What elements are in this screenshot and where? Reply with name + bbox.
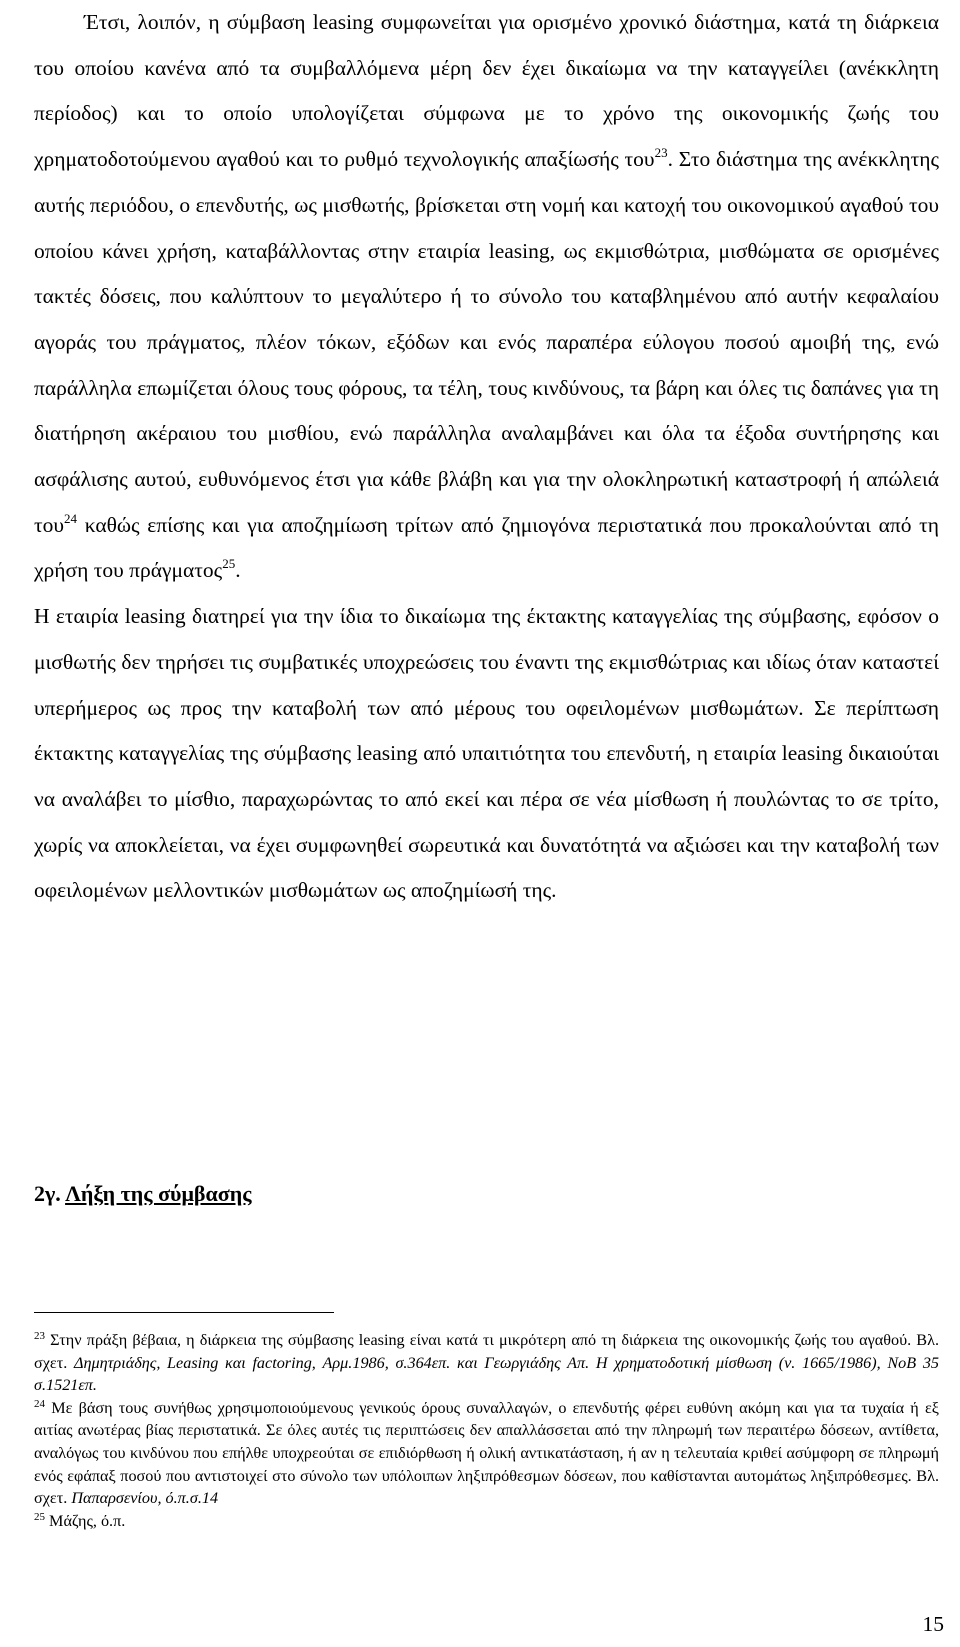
- page-number: 15: [922, 1612, 944, 1636]
- footnote-23-citation: Δημητριάδης, Leasing και factoring, Αρμ.1986, σ.364επ. και Γεωργιάδης Απ. Η χρηματοδοτική μίσθωση (ν. 1665/1986), ΝοΒ 35 σ.1521επ.: [34, 1353, 940, 1395]
- footnotes: [34, 1329, 939, 1532]
- footnote-24-citation: Παπαρσενίου, ό.π.σ.14: [71, 1489, 219, 1508]
- section-heading: 2γ. Λήξη της σύμβασης: [34, 1181, 252, 1206]
- footnote-23: $^{23}$ Στην πράξη βέβαια, η διάρκεια της σύμβασης leasing είναι κατά τι μικρότερη από τη διάρκεια της οικονομικής ζωής του αγαθού. Βλ. σχετ. Δημητριάδης, Leasing και factoring, Αρμ.1986, σ.364επ. και Γεωργιάδης Απ. Η χρηματοδοτική μίσθωση (ν. 1665/1986), ΝοΒ 35 σ.1521επ.: [34, 1330, 940, 1395]
- paragraph-2: Η εταιρία leasing διατηρεί για την ίδια το δικαίωμα της έκτακτης καταγγελίας της σύμβασης, εφόσον ο μισθωτής δεν τηρήσει τις συμβατικές υποχρεώσεις του έναντι της εκμισθώτριας και ιδίως όταν καταστεί υπερήμερος ως προς την καταβολή των από μέρους του οφειλομένων μισθωμάτων. Σε περίπτωση έκτακτης καταγγελίας της σύμβασης leasing από υπαιτιότητα του επενδυτή, η εταιρία leasing δικαιούται να αναλάβει το μίσθιο, παραχωρώντας το από εκεί και πέρα σε νέα μίσθωση ή πουλώντας το σε τρίτο, χωρίς να αποκλείεται, να έχει συμφωνηθεί σωρευτικά και δυνατότητά να αξιώσει και την καταβολή των οφειλομένων μελλοντικών μισθωμάτων ως αποζημίωσή της.: [34, 604, 939, 903]
- footnote-24: $^{24}$ Με βάση τους συνήθως χρησιμοποιούμενους γενικούς όρους συναλλαγών, ο επενδυτής φέρει ευθύνη ακόμη και για τα τυχαία ή εξ αιτίας ανωτέρας βίας περιστατικά. Σε όλες αυτές τις περιπτώσεις δεν απαλλάσσεται από την πληρωμή των περαιτέρω δόσεων, αντίθετα, αναλόγως του κινδύνου που επήλθε υποχρεούται σε επιδιόρθωση ή ολική αντικατάσταση, ή αν η τελευταία κριθεί ασύμφορη σε πληρωμή ενός εφάπαξ ποσού που αντιστοιχεί στο σύνολο των υπόλοιπων ληξιπρόθεσμων δόσεων, που καθίστανται αυτομάτως ληξιπρόθεσμες. Βλ. σχετ. Παπαρσενίου, ό.π.σ.14: [34, 1397, 939, 1508]
- footnote-ref-25[interactable]: 25: [222, 556, 236, 572]
- footnote-divider: [34, 1312, 334, 1313]
- footnote-ref-23[interactable]: 23: [654, 145, 668, 161]
- section-heading-title: Λήξη της σύμβασης: [65, 1181, 252, 1206]
- paragraph-1: Έτσι, λοιπόν, η σύμβαση leasing συμφωνείται για ορισμένο χρονικό διάστημα, κατά τη διάρκεια του οποίου κανένα από τα συμβαλλόμενα μέρη δεν έχει δικαίωμα να την καταγγείλει (ανέκκλητη περίοδος) και το οποίο υπολογίζεται σύμφωνα με το χρόνο της οικονομικής ζωής του χρηματοδοτούμενου αγαθού και το ρυθμό τεχνολογικής απαξίωσής του$^{23}$. Στο διάστημα της ανέκκλητης αυτής περιόδου, ο επενδυτής, ως μισθωτής, βρίσκεται στη νομή και κατοχή του οικονομικού αγαθού του οποίου κάνει χρήση, καταβάλλοντας στην εταιρία leasing, ως εκμισθώτρια, μισθώματα σε ορισμένες τακτές δόσεις, που καλύπτουν το μεγαλύτερο ή το σύνολο του καταβλημένου από αυτήν κεφαλαίου αγοράς του πράγματος, πλέον τόκων, εξόδων και ενός παραπέρα εύλογου ποσού αμοιβή της, ενώ παράλληλα επωμίζεται όλους τους φόρους, τα τέλη, τους κινδύνους, τα βάρη και όλες τις δαπάνες για τη διατήρηση ακέραιου του μισθίου, ενώ παράλληλα αναλαμβάνει και όλα τα έξοδα συντήρησης και ασφάλισης αυτού, ευθυνόμενος έτσι για κάθε βλάβη και για την ολοκληρωτική καταστροφή ή απώλειά του$^{24}$ καθώς επίσης και για αποζημίωση τρίτων από ζημιογόνα περιστατικά που προκαλούνται από τη χρήση του πράγματος$^{25}$.: [34, 10, 939, 583]
- footnote-ref-24[interactable]: 24: [64, 510, 78, 526]
- footnote-25: $^{25}$ Μάζης, ό.π.: [34, 1510, 126, 1530]
- body-text: [34, 0, 939, 914]
